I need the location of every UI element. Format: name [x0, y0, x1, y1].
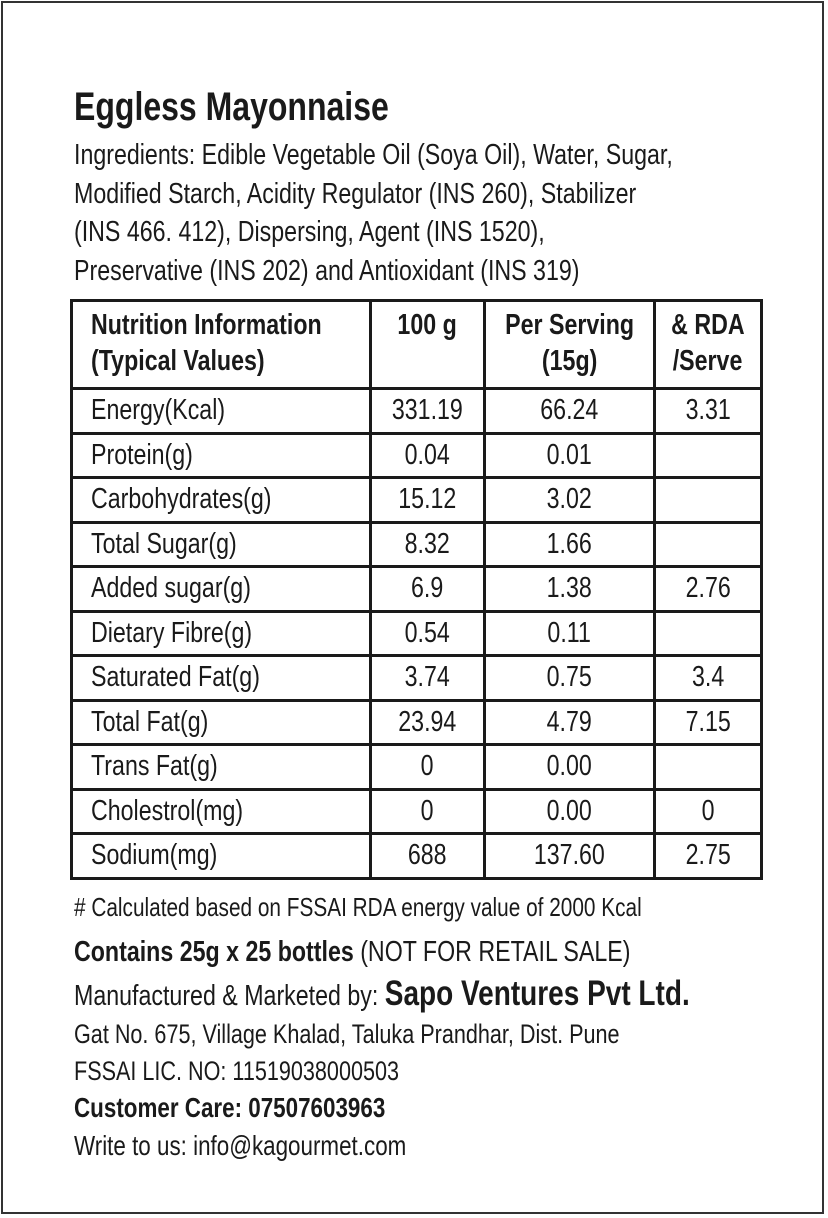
table-row: [72, 656, 762, 701]
value-per-serving: 66.24: [485, 389, 655, 434]
value-per-100g: 0: [371, 789, 485, 834]
value-per-100g: 0.04: [371, 433, 485, 478]
value-per-serving: 1.38: [485, 567, 655, 612]
header-per-serving: Per Serving (15g): [485, 301, 655, 389]
product-title: Eggless Mayonnaise: [74, 85, 389, 129]
value-per-100g: 3.74: [371, 656, 485, 701]
nutrient-name: Total Sugar(g): [72, 522, 371, 567]
value-per-serving: 0.00: [485, 745, 655, 790]
value-per-serving: 1.66: [485, 522, 655, 567]
nutrient-name: Energy(Kcal): [72, 389, 371, 434]
value-per-serving: 0.01: [485, 433, 655, 478]
value-per-100g: 688: [371, 834, 485, 879]
ingredients-line: Ingredients: Edible Vegetable Oil (Soya Oil), Water, Sugar,: [74, 139, 673, 171]
table-row: [72, 611, 762, 656]
value-rda: 0: [655, 789, 762, 834]
nutrient-name: Sodium(mg): [72, 834, 371, 879]
value-rda: [655, 478, 762, 523]
value-rda: [655, 611, 762, 656]
ingredients-line: Modified Starch, Acidity Regulator (INS 260), Stabilizer: [74, 177, 637, 210]
table-row: [72, 522, 762, 567]
customer-care: Customer Care: 07507603963: [74, 1092, 386, 1123]
nutrient-name: Carbohydrates(g): [72, 478, 371, 523]
contact-email: Write to us: info@kagourmet.com: [74, 1130, 407, 1161]
value-per-100g: 0: [371, 745, 485, 790]
value-per-100g: 6.9: [371, 567, 485, 612]
ingredients-text: [74, 136, 823, 290]
value-per-100g: 8.32: [371, 522, 485, 567]
table-row: [72, 745, 762, 790]
table-row: [72, 567, 762, 612]
value-per-serving: 0.11: [485, 611, 655, 656]
value-rda: [655, 522, 762, 567]
table-row: [72, 789, 762, 834]
value-rda: 3.4: [655, 656, 762, 701]
value-rda: 3.31: [655, 389, 762, 434]
ingredients-line: Preservative (INS 202) and Antioxidant (INS 319): [74, 254, 580, 287]
value-rda: [655, 433, 762, 478]
value-rda: 7.15: [655, 700, 762, 745]
header-nutrition-information: Nutrition Information (Typical Values): [72, 301, 371, 389]
nutrient-name: Added sugar(g): [72, 567, 371, 612]
value-per-100g: 15.12: [371, 478, 485, 523]
value-per-serving: 0.75: [485, 656, 655, 701]
table-header-row: [72, 301, 762, 389]
header-rda-serve: & RDA /Serve: [655, 301, 762, 389]
nutrient-name: Dietary Fibre(g): [72, 611, 371, 656]
value-rda: 2.76: [655, 567, 762, 612]
contains-quantity: Contains 25g x 25 bottles: [74, 936, 354, 968]
value-per-100g: 331.19: [371, 389, 485, 434]
value-rda: [655, 745, 762, 790]
nutrient-name: Protein(g): [72, 433, 371, 478]
contains-line: [74, 936, 770, 968]
table-row: [72, 433, 762, 478]
table-row: [72, 478, 762, 523]
table-row: [72, 700, 762, 745]
nutrient-name: Cholestrol(mg): [72, 789, 371, 834]
value-per-serving: 137.60: [485, 834, 655, 879]
value-rda: 2.75: [655, 834, 762, 879]
table-row: [72, 834, 762, 879]
value-per-100g: 23.94: [371, 700, 485, 745]
manufactured-label: Manufactured & Marketed by:: [74, 980, 385, 1012]
value-per-serving: 3.02: [485, 478, 655, 523]
value-per-serving: 4.79: [485, 700, 655, 745]
ingredients-line: (INS 466. 412), Dispersing, Agent (INS 1520),: [74, 216, 545, 248]
not-for-retail: (NOT FOR RETAIL SALE): [353, 936, 631, 968]
table-row: [72, 389, 762, 434]
manufacturer-line: [74, 974, 828, 1013]
rda-footnote: # Calculated based on FSSAI RDA energy value of 2000 Kcal: [74, 892, 642, 922]
nutrient-name: Saturated Fat(g): [72, 656, 371, 701]
fssai-license: FSSAI LIC. NO: 11519038000503: [74, 1056, 400, 1086]
nutrient-name: Total Fat(g): [72, 700, 371, 745]
nutrition-table: [70, 299, 763, 880]
header-100g: 100 g: [371, 301, 485, 389]
value-per-100g: 0.54: [371, 611, 485, 656]
manufacturer-name: Sapo Ventures Pvt Ltd.: [384, 974, 690, 1013]
value-per-serving: 0.00: [485, 789, 655, 834]
nutrient-name: Trans Fat(g): [72, 745, 371, 790]
address-line: Gat No. 675, Village Khalad, Taluka Prandhar, Dist. Pune: [74, 1019, 620, 1049]
